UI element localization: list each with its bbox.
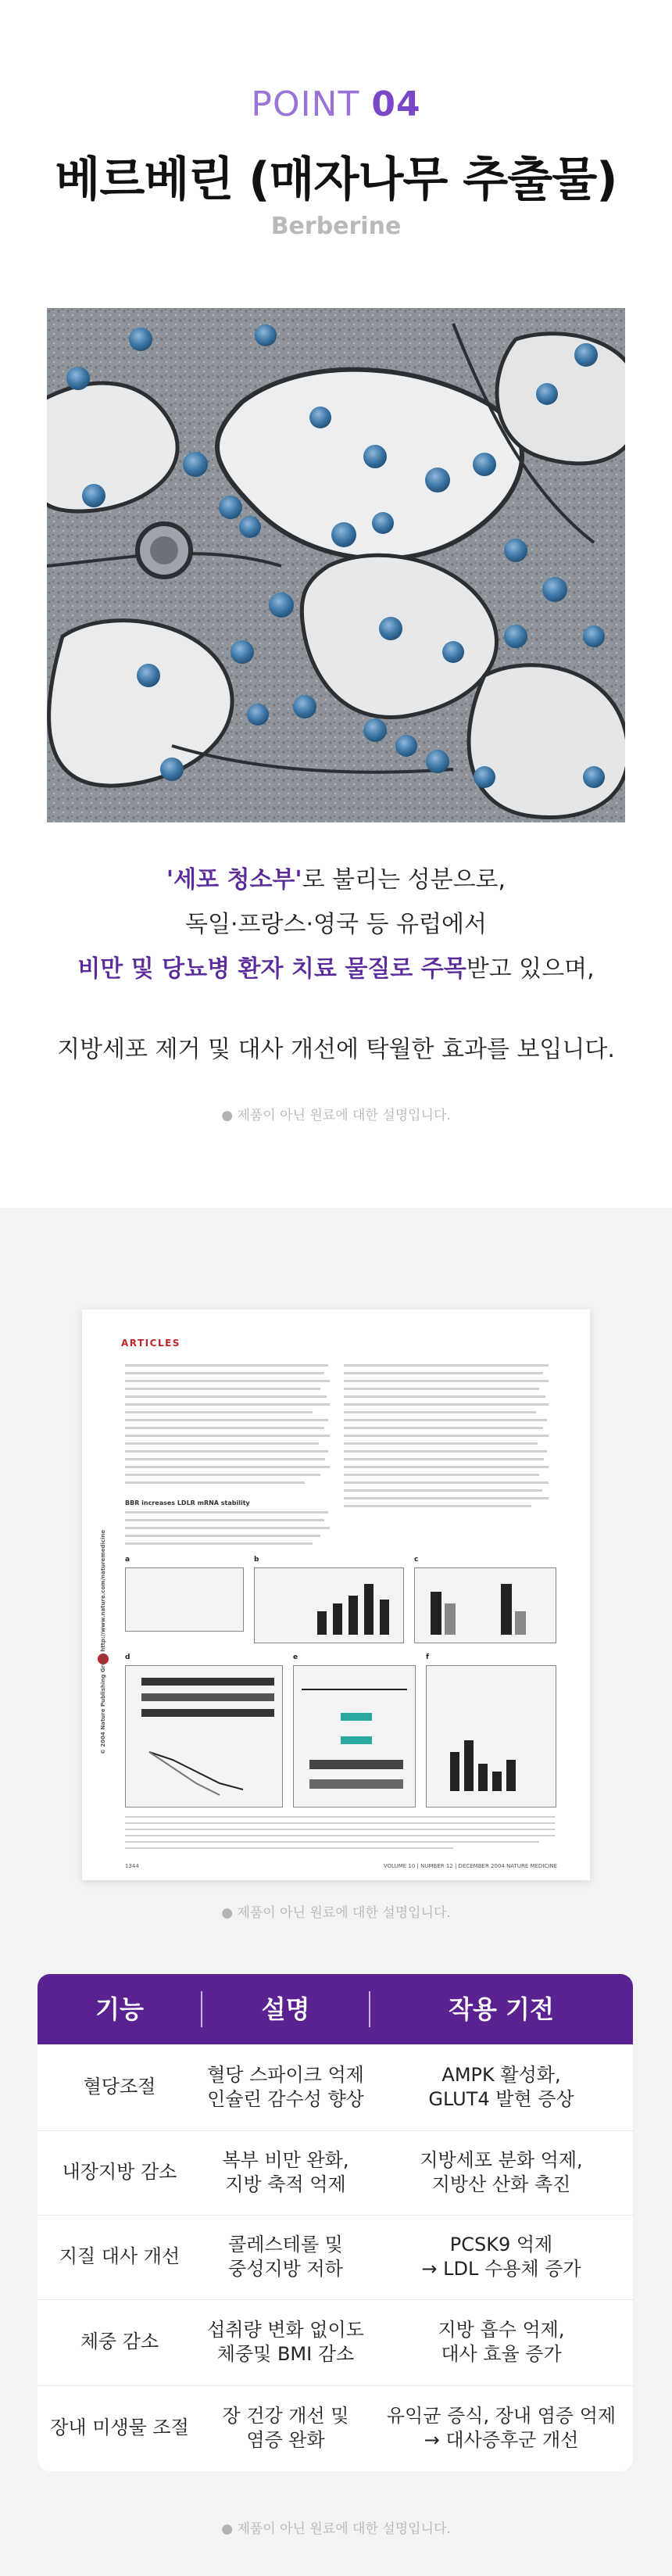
desc-line-4: 지방세포 제거 및 대사 개선에 탁월한 효과를 보입니다. [57,1036,615,1063]
header-function: 기능 [95,1994,144,2024]
desc-line-1: '세포 청소부'로 불리는 성분으로, [166,866,506,894]
cell-function: 체중 감소 [80,2331,159,2353]
figure-panel-f [426,1665,556,1807]
table-row [38,2130,633,2215]
cell-function: 혈당조절 [83,2076,156,2098]
cell-mechanism: 지방세포 분화 억제, 지방산 산화 촉진 [420,2148,583,2195]
function-table [38,1974,633,2471]
page-title: 베르베린 (매자나무 추출물) [55,152,617,207]
cell-description: 섭취량 변화 없이도 체중및 BMI 감소 [207,2318,364,2365]
desc-line-2: 독일·프랑스·영국 등 유럽에서 [185,911,487,938]
cell-description: 장 건강 개선 및 염증 완화 [222,2404,349,2451]
cell-description: 복부 비만 완화, 지방 축적 억제 [222,2148,349,2195]
microscope-image [47,308,625,822]
paper-subhead: BBR increases LDLR mRNA stability [125,1499,250,1507]
research-paper-image [82,1309,590,1880]
table-row [38,2044,633,2130]
cell-function: 내장지방 감소 [62,2161,177,2184]
page-subtitle: Berberine [270,213,402,240]
figure-panel-e [293,1665,416,1807]
fig-label-e: e [293,1653,298,1661]
cell-mechanism: 유익균 증식, 장내 염증 억제 → 대사증후군 개선 [386,2404,617,2451]
figure-panel-b [254,1567,404,1643]
disclaimer-note-2: ● 제품이 아닌 원료에 대한 설명입니다. [221,1905,451,1921]
table-row [38,2299,633,2385]
paper-section-label: ARTICLES [121,1338,181,1349]
figure-panel-d [125,1665,283,1807]
cell-function: 장내 미생물 조절 [50,2417,189,2439]
cell-mechanism: 지방 흡수 억제, 대사 효율 증가 [438,2318,565,2365]
fig-label-b: b [254,1556,259,1564]
disclaimer-note-3: ● 제품이 아닌 원료에 대한 설명입니다. [221,2521,451,2537]
fig-label-d: d [125,1653,130,1661]
cell-function: 지질 대사 개선 [59,2245,181,2268]
point-label: POINT 04 [251,84,421,124]
cell-description: 혈당 스파이크 억제 인슐린 감수성 향상 [207,2063,364,2110]
fig-label-c: c [414,1556,419,1564]
fig-label-a: a [125,1556,130,1564]
paper-footer: VOLUME 10 | NUMBER 12 | DECEMBER 2004 NATURE MEDICINE [383,1863,557,1869]
table-row [38,2385,633,2471]
desc-line-3: 비만 및 당뇨병 환자 치료 물질로 주목받고 있으며, [77,955,595,983]
figure-panel-a [125,1567,244,1632]
header-description: 설명 [261,1994,310,2024]
disclaimer-note: ● 제품이 아닌 원료에 대한 설명입니다. [221,1108,451,1123]
cell-mechanism: PCSK9 억제 → LDL 수용체 증가 [421,2233,581,2280]
cell-mechanism: AMPK 활성화, GLUT4 발현 증상 [428,2063,574,2110]
table-row [38,2215,633,2299]
figure-panel-c [414,1567,556,1643]
header-mechanism: 작용 기전 [449,1994,554,2024]
hero-section [0,0,672,1208]
paper-sidebar-text: © 2004 Nature Publishing Group http://www.nature.com/naturemedicine [100,1529,106,1754]
fig-label-f: f [426,1653,429,1661]
table-header [38,1974,633,2044]
cell-description: 콜레스테롤 및 중성지방 저하 [228,2233,343,2280]
paper-page-number: 1344 [125,1863,139,1869]
